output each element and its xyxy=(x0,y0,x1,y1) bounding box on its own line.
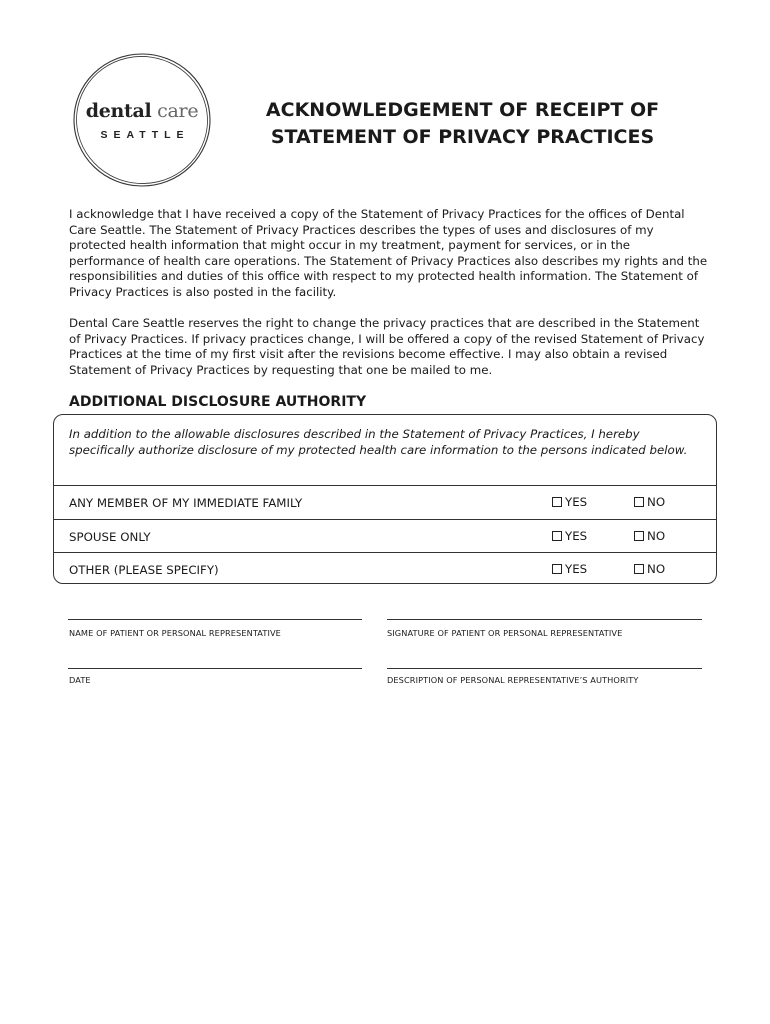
row-label: ANY MEMBER OF MY IMMEDIATE FAMILY xyxy=(69,496,303,510)
checkbox-icon[interactable] xyxy=(552,531,562,541)
yes-label: YES xyxy=(565,495,588,509)
logo-word-dental: dental xyxy=(85,100,152,122)
row-label: OTHER (PLEASE SPECIFY) xyxy=(69,563,219,577)
disclosure-row-spouse xyxy=(54,519,716,553)
date-line[interactable] xyxy=(68,668,362,669)
checkbox-icon[interactable] xyxy=(634,564,644,574)
spouse-yes-option[interactable] xyxy=(552,529,587,543)
title-line-2: STATEMENT OF PRIVACY PRACTICES xyxy=(270,126,655,148)
section-heading: ADDITIONAL DISCLOSURE AUTHORITY xyxy=(69,394,367,410)
title-line-1: ACKNOWLEDGEMENT OF RECEIPT OF xyxy=(265,99,660,121)
spouse-no-option[interactable] xyxy=(634,529,665,543)
disclosure-box xyxy=(53,414,717,584)
checkbox-icon[interactable] xyxy=(552,497,562,507)
disclosure-intro: In addition to the allowable disclosures described in the Statement of Privacy Practices, I hereby specifically authorize disclosure of my protected health care information to the persons indicated below. xyxy=(69,427,688,457)
logo-subtitle: SEATTLE xyxy=(100,129,190,141)
acknowledgement-paragraph: I acknowledge that I have received a copy of the Statement of Privacy Practices for the offices of Dental Care Seattle. The Statement of Privacy Practices describes the types of uses and disclosures of my protected health information that might occur in my treatment, payment for services, or in the performance of health care operations. The Statement of Privacy Practices also describes my rights and the responsibilities and duties of this office with respect to my protected health information. The Statement of Privacy Practices is also posted in the facility. xyxy=(69,207,708,299)
other-no-option[interactable] xyxy=(634,562,665,576)
checkbox-icon[interactable] xyxy=(634,497,644,507)
name-signature-line[interactable] xyxy=(68,619,362,620)
checkbox-icon[interactable] xyxy=(634,531,644,541)
name-field-label: NAME OF PATIENT OR PERSONAL REPRESENTATIVE xyxy=(69,628,281,638)
family-yes-option[interactable] xyxy=(552,495,587,509)
no-label: NO xyxy=(647,495,666,509)
date-field-label: DATE xyxy=(69,675,91,685)
family-no-option[interactable] xyxy=(634,495,665,509)
row-label: SPOUSE ONLY xyxy=(69,530,151,544)
page-title xyxy=(240,97,685,151)
logo xyxy=(70,50,214,190)
logo-word-care: care xyxy=(157,100,199,122)
authority-field-label: DESCRIPTION OF PERSONAL REPRESENTATIVE’S AUTHORITY xyxy=(387,675,639,685)
policy-change-paragraph: Dental Care Seattle reserves the right to change the privacy practices that are described in the Statement of Privacy Practices. If privacy practices change, I will be offered a copy of the revised Statement of Privacy Practices at the time of my first visit after the revisions become effective. I may also obtain a revised Statement of Privacy Practices by requesting that one be mailed to me. xyxy=(69,316,705,377)
signature-field-label: SIGNATURE OF PATIENT OR PERSONAL REPRESENTATIVE xyxy=(387,628,623,638)
yes-label: YES xyxy=(565,562,588,576)
disclosure-row-other xyxy=(54,552,716,584)
yes-label: YES xyxy=(565,529,588,543)
no-label: NO xyxy=(647,562,666,576)
no-label: NO xyxy=(647,529,666,543)
signature-line[interactable] xyxy=(387,619,702,620)
logo-wordmark xyxy=(70,100,214,122)
disclosure-row-family xyxy=(54,485,716,519)
checkbox-icon[interactable] xyxy=(552,564,562,574)
authority-description-line[interactable] xyxy=(387,668,702,669)
other-yes-option[interactable] xyxy=(552,562,587,576)
